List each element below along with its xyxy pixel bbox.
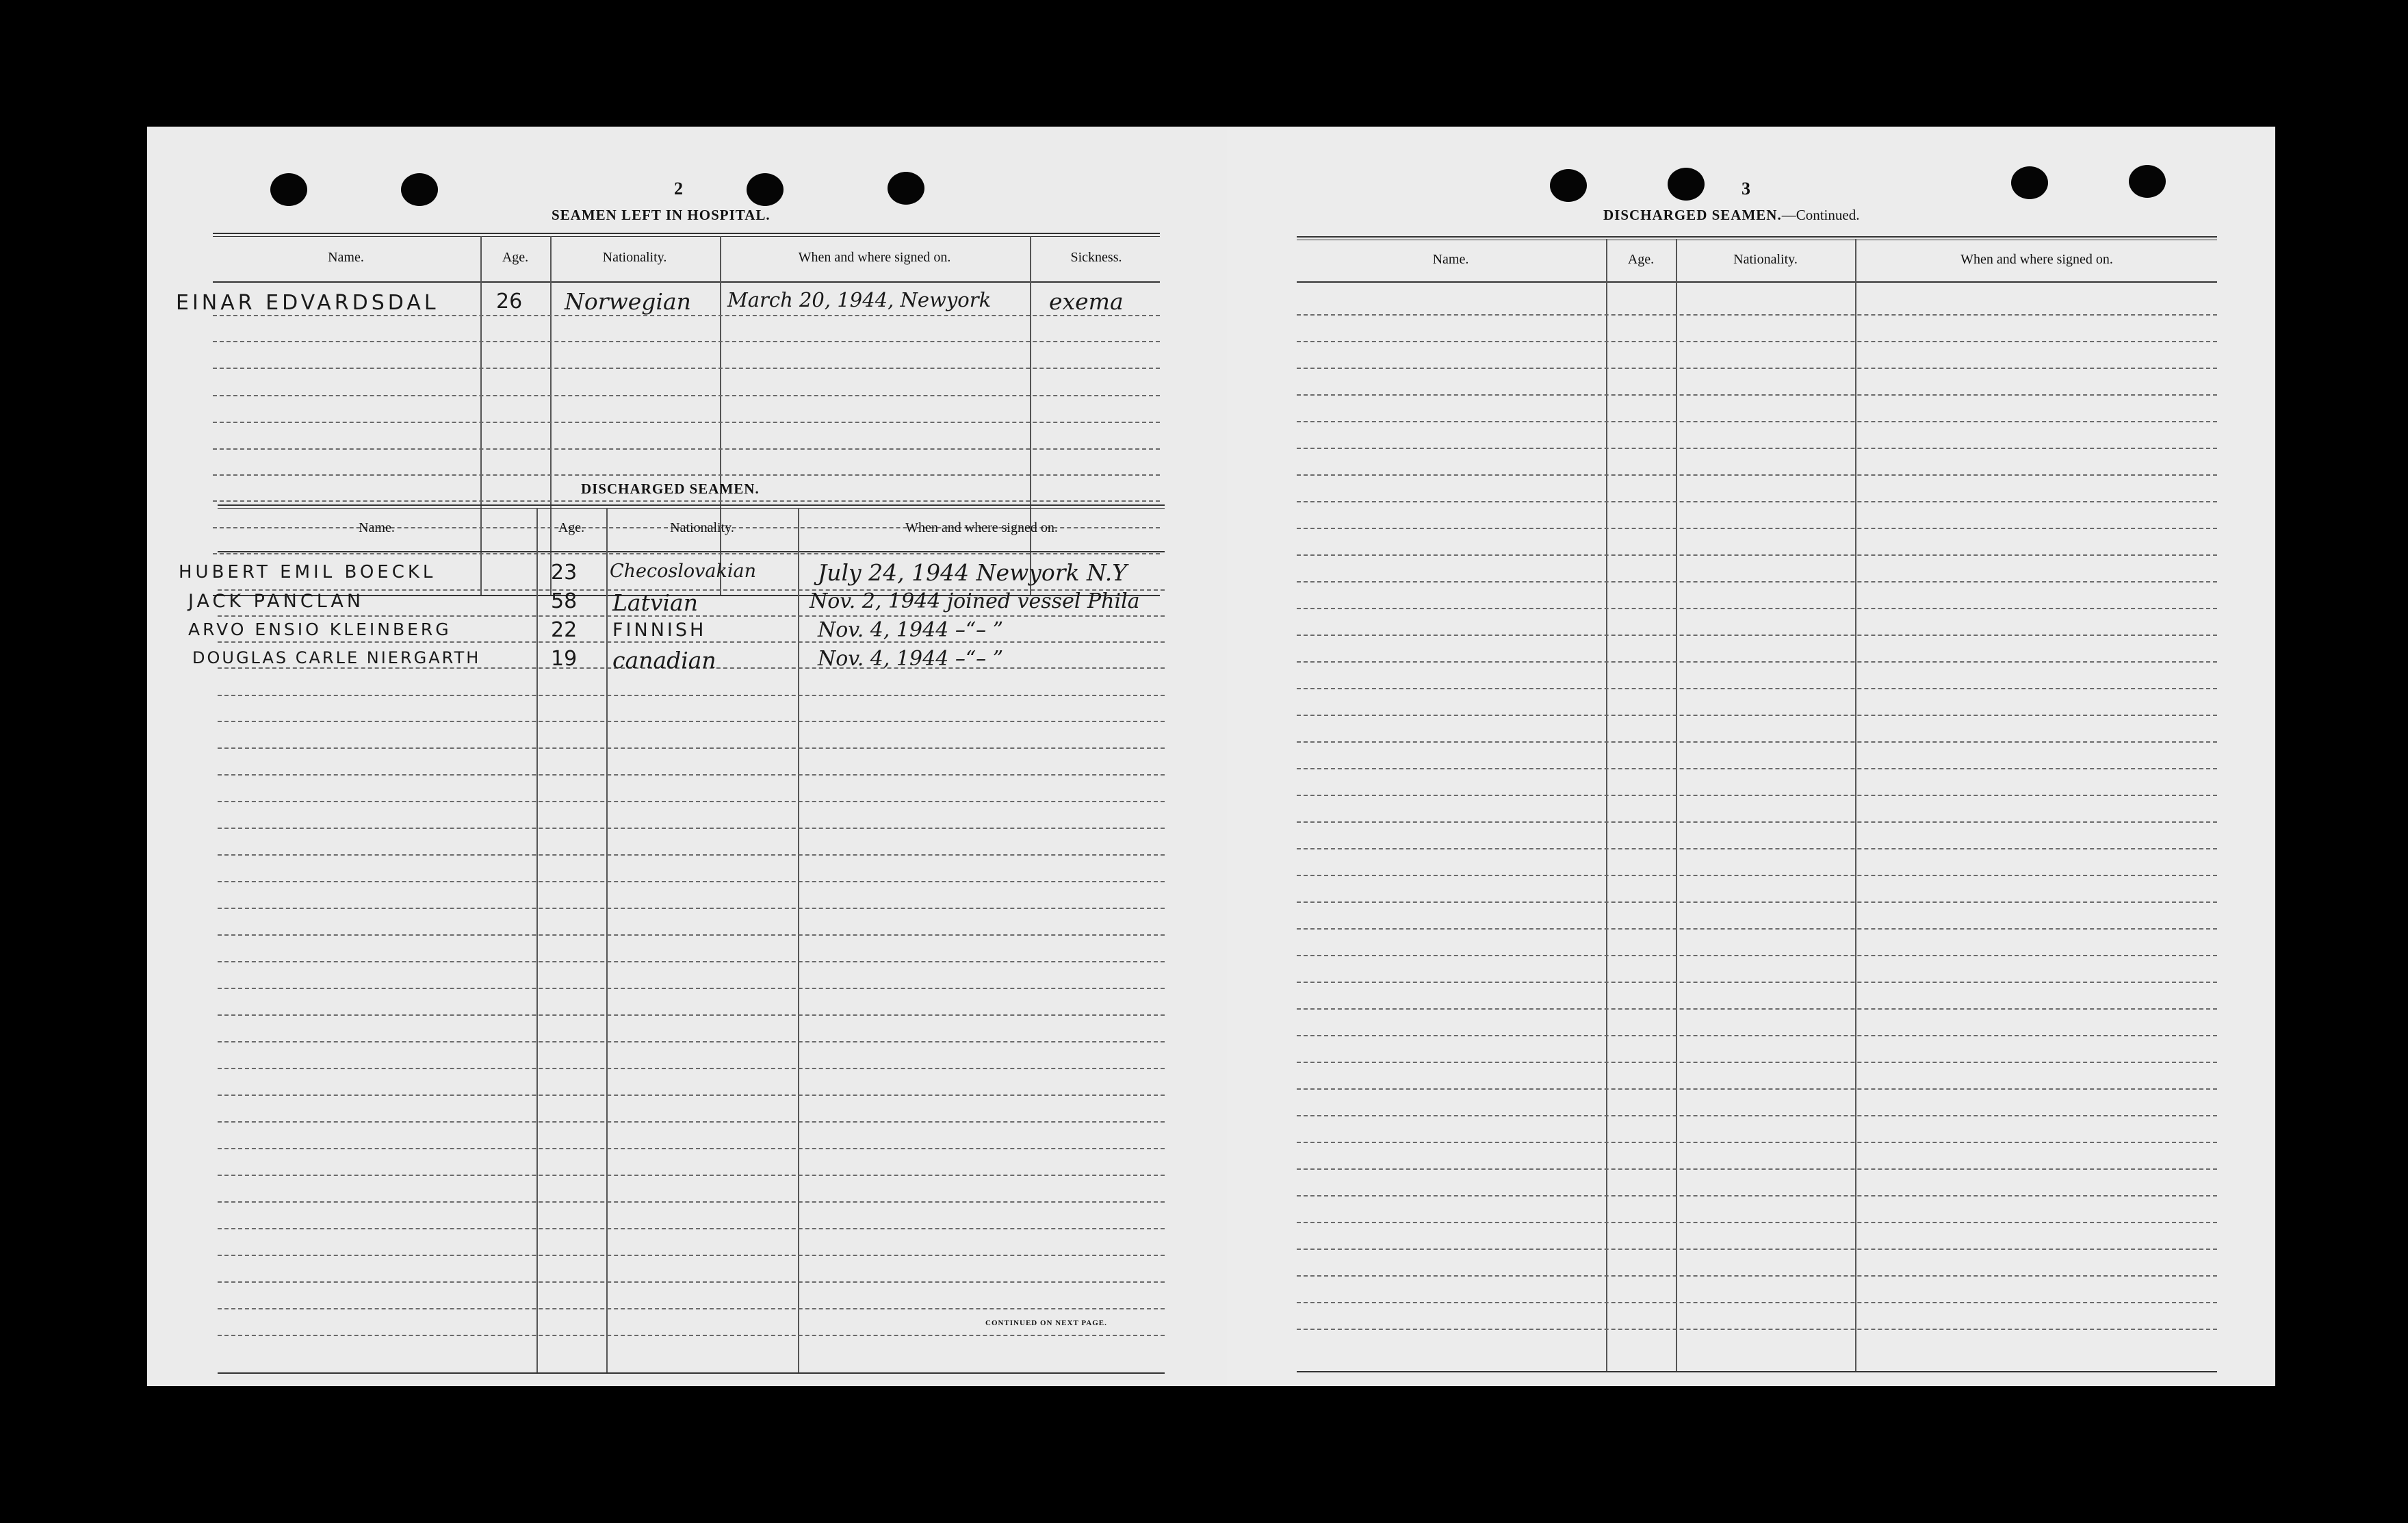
col-header-sickness: Sickness. [1070, 250, 1122, 265]
table-top-rule [213, 233, 1160, 237]
hospital-row-signed: March 20, 1944, Newyork [727, 288, 992, 311]
discharged-row-age: 19 [551, 647, 578, 671]
discharged-row-name: JACK PANCLAN [188, 591, 365, 612]
discharged-row-name: DOUGLAS CARLE NIERGARTH [192, 648, 481, 667]
col-header-nationality: Nationality. [602, 250, 667, 265]
discharged-row-nationality: Latvian [612, 589, 698, 616]
punch-hole [888, 172, 924, 205]
col-header-signed-on: When and where signed on. [1960, 252, 2113, 267]
punch-hole [2129, 165, 2166, 198]
discharged-row-age: 22 [551, 618, 578, 642]
discharged-row-signed: Nov. 2, 1944 joined vessel Phila [810, 589, 1140, 613]
discharged-row-age: 23 [551, 561, 578, 585]
discharged-row-signed: July 24, 1944 Newyork N.Y [818, 559, 1128, 586]
col-header-age: Age. [1627, 252, 1655, 267]
col-header-age: Age. [502, 250, 529, 265]
section-title-discharged: DISCHARGED SEAMEN. [581, 481, 760, 497]
col-header-age: Age. [558, 520, 585, 535]
discharged-row-name: ARVO ENSIO KLEINBERG [188, 619, 452, 639]
hospital-row-sickness: exema [1049, 288, 1124, 315]
hospital-row-name: EINAR EDVARDSDAL [176, 291, 439, 315]
left-page [147, 127, 1234, 1386]
continued-footer: CONTINUED ON NEXT PAGE. [985, 1319, 1107, 1327]
punch-hole [1668, 168, 1705, 201]
col-header-name: Name. [359, 520, 395, 535]
punch-hole [2011, 166, 2048, 199]
discharged-row-signed: Nov. 4, 1944 –“– ” [818, 618, 1004, 642]
col-header-name: Name. [1432, 252, 1469, 267]
punch-hole [401, 173, 438, 206]
col-header-name: Name. [328, 250, 364, 265]
hospital-row-nationality: Norwegian [565, 288, 691, 315]
punch-hole [1550, 169, 1587, 202]
punch-hole [747, 173, 784, 206]
right-page [1227, 127, 2275, 1386]
discharged-row-name: HUBERT EMIL BOECKL [179, 562, 437, 583]
hospital-row-age: 26 [496, 290, 523, 313]
discharged-row-age: 58 [551, 589, 578, 613]
discharged-row-nationality: canadian [612, 647, 716, 674]
discharged-row-nationality: Checoslovakian [610, 561, 756, 582]
header-rule [213, 281, 1160, 283]
col-header-signed-on: When and where signed on. [798, 250, 951, 265]
col-header-nationality: Nationality. [1733, 252, 1798, 267]
punch-hole [270, 173, 307, 206]
section-title-hospital: SEAMEN LEFT IN HOSPITAL. [552, 207, 771, 223]
col-header-nationality: Nationality. [670, 520, 734, 535]
section-title-discharged-continued: DISCHARGED SEAMEN.—Continued. [1603, 207, 1860, 223]
page-number: 2 [674, 179, 683, 199]
page-number: 3 [1742, 179, 1750, 199]
discharged-row-nationality: FINNISH [612, 619, 707, 641]
discharged-row-signed: Nov. 4, 1944 –“– ” [818, 647, 1004, 671]
col-header-signed-on: When and where signed on. [905, 520, 1058, 535]
